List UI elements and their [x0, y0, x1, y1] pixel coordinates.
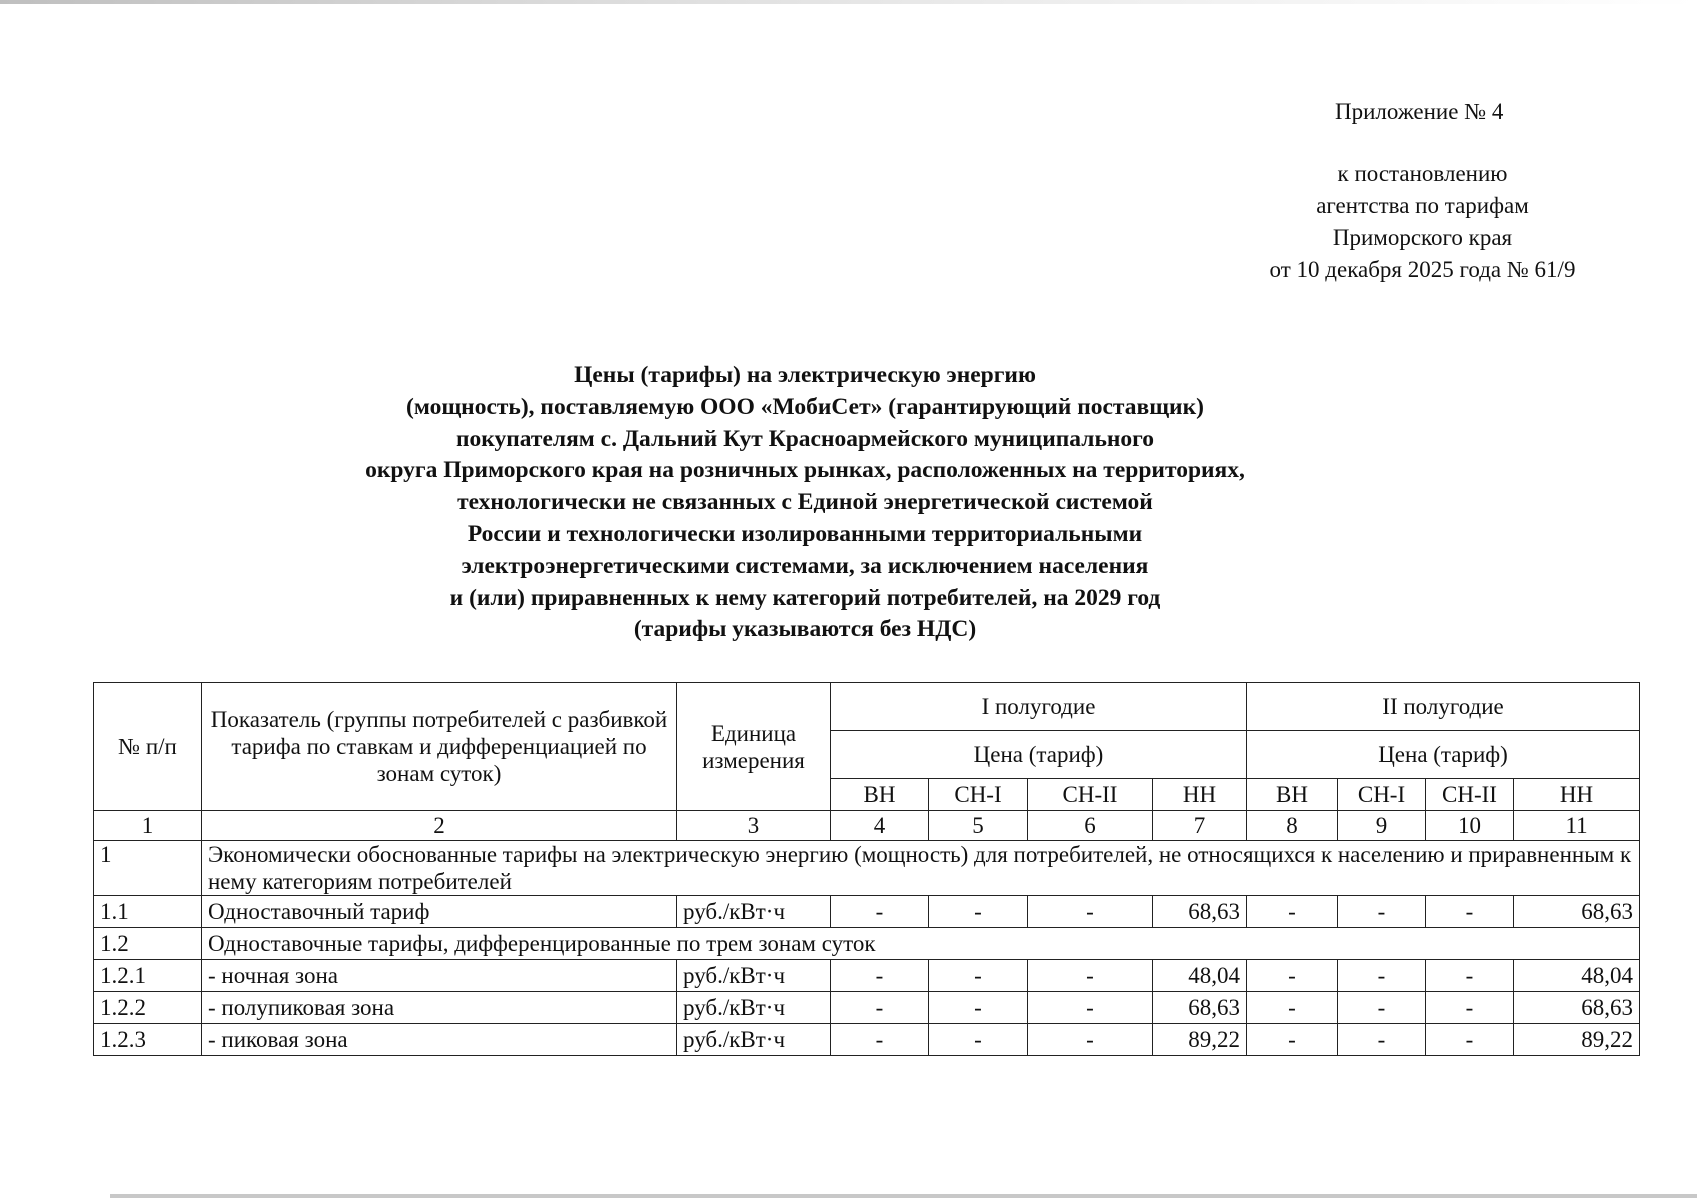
column-number: 1	[94, 811, 202, 841]
row-unit: руб./кВт·ч	[677, 1024, 831, 1056]
header-price-2: Цена (тариф)	[1247, 731, 1640, 779]
scan-edge-bottom	[110, 1194, 1697, 1198]
row-num: 1.2	[94, 928, 202, 960]
table-row	[94, 1024, 1640, 1056]
row-num: 1.2.1	[94, 960, 202, 992]
title-line: округа Приморского края на розничных рынках, расположенных на территориях,	[365, 457, 1245, 484]
tariff-table	[93, 682, 1640, 1056]
row-value: -	[1338, 992, 1426, 1024]
row-value: -	[1426, 896, 1514, 928]
column-number: 8	[1247, 811, 1338, 841]
row-value: -	[1028, 1024, 1153, 1056]
column-number: 11	[1514, 811, 1640, 841]
row-value: 68,63	[1153, 992, 1247, 1024]
row-value: 68,63	[1514, 896, 1640, 928]
section-text: Одноставочные тарифы, дифференцированные по трем зонам суток	[202, 928, 1640, 960]
approval-line: к постановлению	[1337, 161, 1508, 186]
title-line: и (или) приравненных к нему категорий потребителей, на 2029 год	[449, 584, 1161, 611]
row-value: 89,22	[1153, 1024, 1247, 1056]
row-value: -	[831, 992, 929, 1024]
column-number: 2	[202, 811, 677, 841]
approval-line: от 10 декабря 2025 года № 61/9	[1269, 257, 1576, 282]
title-line: (мощность), поставляемую ООО «МобиСет» (гарантирующий поставщик)	[406, 393, 1204, 420]
row-num: 1.1	[94, 896, 202, 928]
row-value: -	[1426, 1024, 1514, 1056]
title-line: электроэнергетическими системами, за исключением населения	[461, 552, 1149, 579]
row-value: -	[1028, 992, 1153, 1024]
row-name: - полупиковая зона	[202, 992, 677, 1024]
appendix-label: Приложение № 4	[1335, 99, 1504, 124]
approval-reference	[1220, 158, 1625, 286]
row-value: 48,04	[1153, 960, 1247, 992]
header-indicator: Показатель (группы потребителей с разбивкой тарифа по ставкам и дифференциацией по зонам суток)	[202, 683, 677, 811]
row-value: -	[929, 992, 1028, 1024]
table-row	[94, 992, 1640, 1024]
row-value: -	[1247, 1024, 1338, 1056]
header-level: СН-I	[929, 779, 1028, 811]
title-line: России и технологически изолированными территориальными	[467, 520, 1143, 547]
row-value: 89,22	[1514, 1024, 1640, 1056]
row-value: 68,63	[1153, 896, 1247, 928]
approval-line: агентства по тарифам	[1316, 193, 1529, 218]
title-line: покупателям с. Дальний Кут Красноармейского муниципального	[455, 425, 1154, 452]
row-value: -	[831, 1024, 929, 1056]
row-num: 1.2.3	[94, 1024, 202, 1056]
row-unit: руб./кВт·ч	[677, 992, 831, 1024]
row-value: -	[929, 896, 1028, 928]
header-level: СН-II	[1028, 779, 1153, 811]
column-number: 7	[1153, 811, 1247, 841]
row-name: Одноставочный тариф	[202, 896, 677, 928]
row-value: -	[1028, 960, 1153, 992]
column-number: 4	[831, 811, 929, 841]
column-number: 3	[677, 811, 831, 841]
title-line: технологически не связанных с Единой энергетической системой	[457, 489, 1153, 516]
row-num: 1	[94, 841, 202, 896]
header-level: ВН	[831, 779, 929, 811]
column-number: 6	[1028, 811, 1153, 841]
approval-line: Приморского края	[1332, 225, 1513, 250]
header-level: НН	[1153, 779, 1247, 811]
row-num: 1.2.2	[94, 992, 202, 1024]
column-number: 10	[1426, 811, 1514, 841]
row-name: - ночная зона	[202, 960, 677, 992]
row-value: -	[831, 896, 929, 928]
column-number: 9	[1338, 811, 1426, 841]
column-numbers-row	[94, 811, 1640, 841]
header-price-1: Цена (тариф)	[831, 731, 1247, 779]
row-unit: руб./кВт·ч	[677, 896, 831, 928]
section-row	[94, 841, 1640, 896]
section-row	[94, 928, 1640, 960]
header-level: ВН	[1247, 779, 1338, 811]
row-value: -	[831, 960, 929, 992]
row-value: -	[1426, 992, 1514, 1024]
title-line: Цены (тарифы) на электрическую энергию	[574, 362, 1036, 388]
table-row	[94, 960, 1640, 992]
header-level: СН-I	[1338, 779, 1426, 811]
row-value: -	[1028, 896, 1153, 928]
row-value: 68,63	[1514, 992, 1640, 1024]
title-line: (тарифы указываются без НДС)	[633, 616, 977, 643]
row-value: 48,04	[1514, 960, 1640, 992]
column-number: 5	[929, 811, 1028, 841]
header-row	[94, 683, 1640, 731]
row-name: - пиковая зона	[202, 1024, 677, 1056]
row-value: -	[1247, 896, 1338, 928]
section-text: Экономически обоснованные тарифы на электрическую энергию (мощность) для потребителей, не относящихся к населению и приравненным к нему категориям потребителей	[202, 841, 1640, 896]
row-value: -	[1338, 896, 1426, 928]
row-value: -	[1247, 960, 1338, 992]
header-unit: Единица измерения	[677, 683, 831, 811]
table-row	[94, 896, 1640, 928]
row-value: -	[1338, 960, 1426, 992]
row-value: -	[929, 960, 1028, 992]
document-title	[240, 360, 1370, 646]
header-half-1: I полугодие	[831, 683, 1247, 731]
row-value: -	[1247, 992, 1338, 1024]
row-unit: руб./кВт·ч	[677, 960, 831, 992]
row-value: -	[1338, 1024, 1426, 1056]
header-num: № п/п	[94, 683, 202, 811]
scan-edge-top	[0, 0, 1697, 4]
row-value: -	[929, 1024, 1028, 1056]
header-level: СН-II	[1426, 779, 1514, 811]
header-level: НН	[1514, 779, 1640, 811]
header-half-2: II полугодие	[1247, 683, 1640, 731]
row-value: -	[1426, 960, 1514, 992]
